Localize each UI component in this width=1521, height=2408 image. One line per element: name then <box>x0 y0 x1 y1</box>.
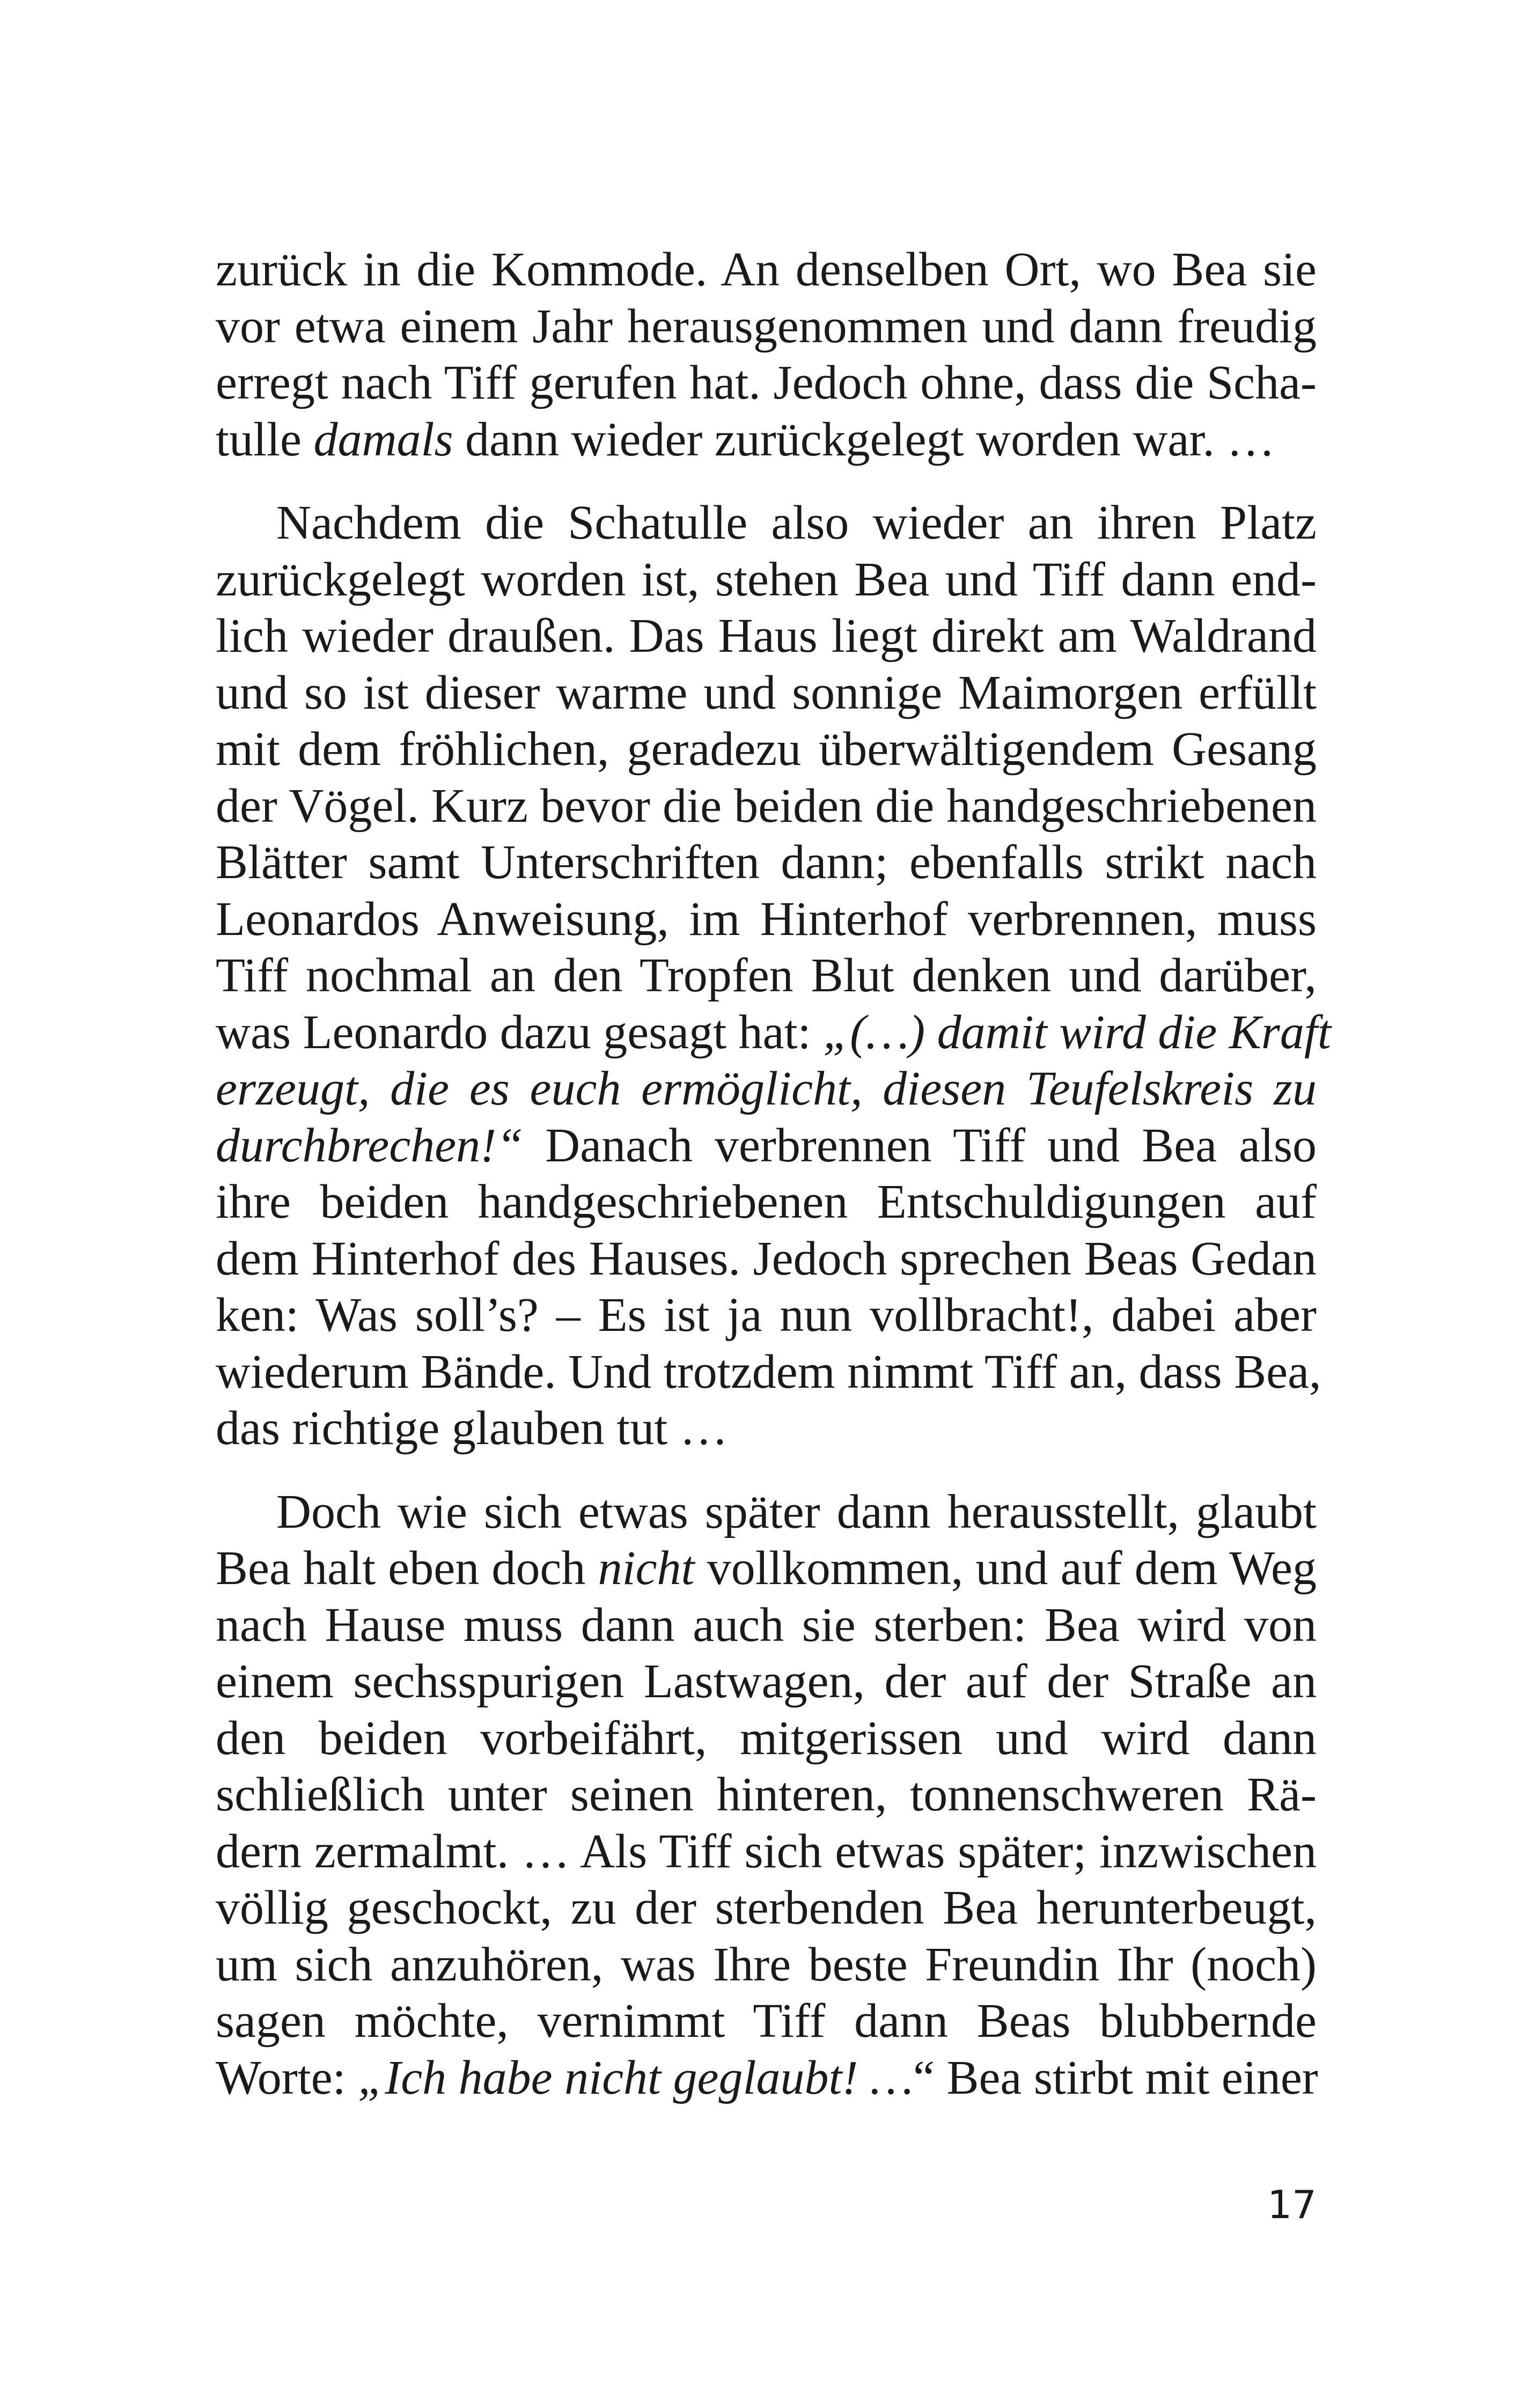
text-line: der Vögel. Kurz bevor die beiden die handgeschriebenen <box>216 779 1317 833</box>
text-line: einem sechsspurigen Lastwagen, der auf der Straße an <box>216 1655 1317 1708</box>
text-line: Tiff nochmal an den Tropfen Blut denken und darüber, <box>216 949 1317 1002</box>
text-line: nach Hause muss dann auch sie sterben: Bea wird von <box>216 1598 1317 1652</box>
text-line: Worte: „Ich habe nicht geglaubt! …“ Bea stirbt mit einer <box>216 2051 1318 2104</box>
text-line: was Leonardo dazu gesagt hat: „(…) damit wird die Kraft <box>216 1005 1331 1059</box>
text-line: um sich anzuhören, was Ihre beste Freundin Ihr (noch) <box>216 1938 1317 1991</box>
paragraph <box>216 1484 1317 2107</box>
paragraph <box>216 241 1317 468</box>
text-line: zurückgelegt worden ist, stehen Bea und Tiff dann end- <box>216 553 1317 606</box>
text-line: dem Hinterhof des Hauses. Jedoch sprechen Beas Gedan <box>216 1232 1317 1285</box>
text-line: vor etwa einem Jahr herausgenommen und dann freudig <box>216 299 1317 353</box>
text-line: dern zermalmt. … Als Tiff sich etwas später; inzwischen <box>216 1824 1317 1878</box>
text-line: ihre beiden handgeschriebenen Entschuldigungen auf <box>216 1175 1317 1228</box>
text-line: Blätter samt Unterschriften dann; ebenfalls strikt nach <box>216 836 1317 889</box>
text-line: den beiden vorbeifährt, mitgerissen und wird dann <box>216 1711 1317 1765</box>
text-line: Leonardos Anweisung, im Hinterhof verbrennen, muss <box>216 892 1317 946</box>
text-line: völlig geschockt, zu der sterbenden Bea herunterbeugt, <box>216 1881 1317 1934</box>
text-line: zurück in die Kommode. An denselben Ort, wo Bea sie <box>216 243 1317 296</box>
text-line: sagen möchte, vernimmt Tiff dann Beas blubbernde <box>216 1994 1317 2048</box>
text-line: Bea halt eben doch nicht vollkommen, und auf dem Weg <box>216 1542 1317 1595</box>
text-line: das richtige glauben tut … <box>216 1402 728 1455</box>
text-line: ken: Was soll’s? – Es ist ja nun vollbracht!, dabei aber <box>216 1288 1317 1342</box>
text-line: mit dem fröhlichen, geradezu überwältigendem Gesang <box>216 723 1317 776</box>
text-line: Doch wie sich etwas später dann herausstellt, glaubt <box>276 1485 1317 1538</box>
text-line: wiederum Bände. Und trotzdem nimmt Tiff an, dass Bea, <box>216 1345 1321 1398</box>
text-line: erzeugt, die es euch ermöglicht, diesen Teufelskreis zu <box>216 1062 1317 1115</box>
text-line: schließlich unter seinen hinteren, tonnenschweren Rä- <box>216 1768 1317 1821</box>
text-line: lich wieder draußen. Das Haus liegt direkt am Waldrand <box>216 609 1317 662</box>
text-line: Nachdem die Schatulle also wieder an ihren Platz <box>276 496 1317 549</box>
text-line: tulle damals dann wieder zurückgelegt worden war. … <box>216 413 1275 466</box>
book-page-text <box>216 241 1331 2106</box>
text-line: und so ist dieser warme und sonnige Maimorgen erfüllt <box>216 666 1317 719</box>
paragraph <box>216 495 1331 1457</box>
page-number: 17 <box>1267 2182 1317 2227</box>
text-line: durchbrechen!“ Danach verbrennen Tiff und Bea also <box>216 1118 1317 1172</box>
text-line: erregt nach Tiff gerufen hat. Jedoch ohne, dass die Scha- <box>216 356 1317 409</box>
